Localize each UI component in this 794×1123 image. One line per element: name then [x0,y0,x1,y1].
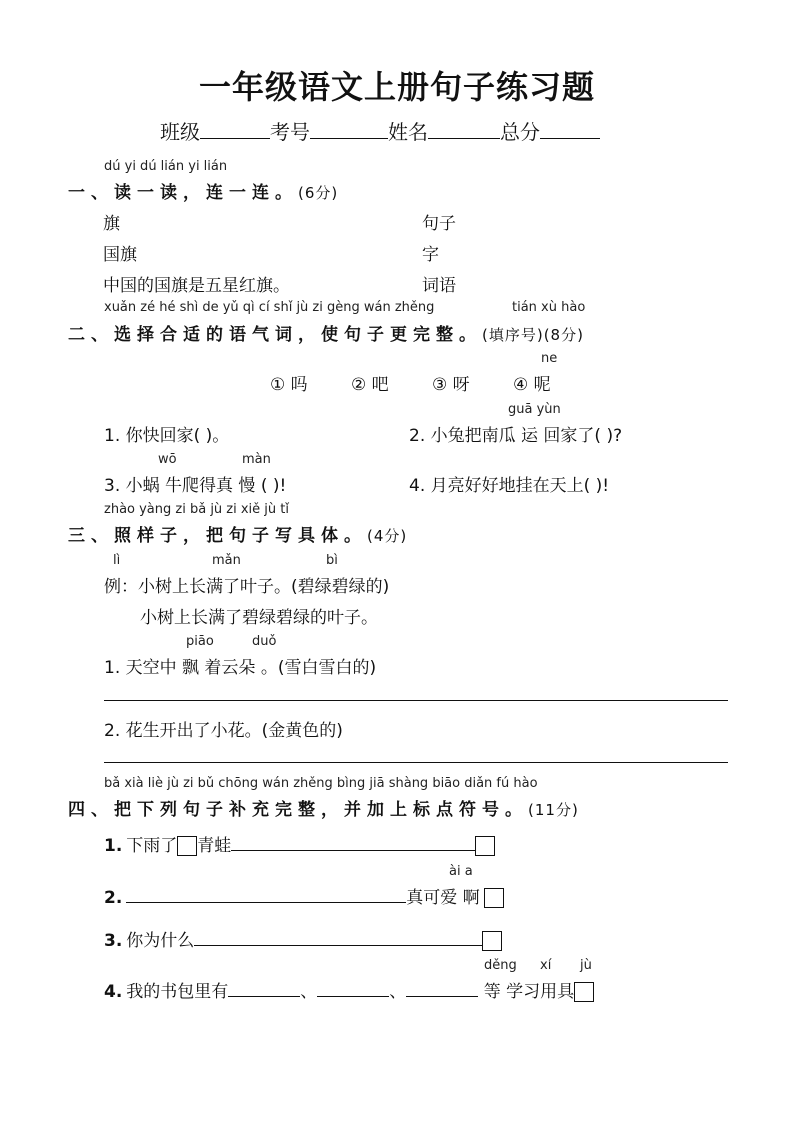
class-blank[interactable] [200,120,270,139]
s4-q1-blank[interactable] [231,834,475,851]
s2-option-4: ④ 呢 [513,375,551,395]
s3-example: 例：小树上长满了叶子。(碧绿碧绿的) [104,577,390,597]
s4-pinyin: bǎ xià liè jù zi bǔ chōng wán zhěng bìng jiā shàng biāo diǎn fú hào [104,776,538,791]
s4-q4-punct-box[interactable] [574,982,594,1002]
s3-question-1: 1. 天空中 飘 着云朵 。(雪白雪白的) [104,658,377,678]
s4-q4-blank-3[interactable] [406,980,478,997]
s1-left-item-3[interactable]: 中国的国旗是五星红旗。 [103,276,290,296]
s3-pinyin: zhào yàng zi bǎ jù zi xiě jù tǐ [104,502,289,517]
s3-question-2: 2. 花生开出了小花。(金黄色的) [104,721,343,741]
s4-q4-text-a: 我的书包里有 [126,982,229,1002]
s1-left-item-2[interactable]: 国旗 [103,245,137,265]
s2-q3-pinyin-man: màn [242,452,271,467]
s2-title-text: 二、选择合适的语气词，使句子更完整。 [68,325,482,345]
s3-q1-pinyin-piao: piāo [186,634,214,649]
header-fields [160,116,600,145]
s1-right-item-3[interactable]: 词语 [422,276,456,296]
score-label: 总分 [500,120,540,144]
s4-q2-text: 真可爱 啊 [406,888,480,908]
s1-pinyin: dú yi dú lián yi lián [104,159,228,174]
s4-q1-punct-box-1[interactable] [177,836,197,856]
s2-option-2: ② 吧 [351,375,389,395]
s2-pinyin-note: tián xù hào [512,300,586,315]
s3-title [68,521,407,546]
s4-score-note: (11分) [528,801,579,819]
s1-left-item-1[interactable]: 旗 [103,214,120,234]
s4-q4-pinyin-xi: xí [540,958,552,973]
s4-question-1 [104,831,495,856]
s4-q4-text-b: 等 学习用具 [483,982,575,1002]
s4-q3-text: 你为什么 [126,931,195,951]
page-title: 一年级语文上册句子练习题 [198,68,595,106]
s4-q4-pinyin-ju: jù [580,958,592,973]
exam-no-blank[interactable] [310,120,388,139]
score-blank[interactable] [540,120,600,139]
s4-question-2 [104,883,504,908]
s2-title [68,320,584,345]
s4-q2-blank[interactable] [126,886,406,903]
name-blank[interactable] [428,120,500,139]
s4-q2-number: 2. [104,888,123,908]
s4-q2-punct-box[interactable] [484,888,504,908]
s3-answer-line-1[interactable] [104,700,728,701]
s1-title-text: 一、读一读，连一连。 [68,183,298,203]
s2-ne-pinyin: ne [541,351,558,366]
s4-q1-text-b: 青蛙 [197,836,232,856]
class-label: 班级 [160,120,200,144]
s4-q4-sep-2: 、 [389,982,407,1002]
s4-q4-blank-2[interactable] [317,980,389,997]
s2-question-2[interactable]: 2. 小兔把南瓜 运 回家了( )? [409,426,623,446]
s4-q4-number: 4. [104,982,123,1002]
s4-q1-text-a: 下雨了 [126,836,178,856]
s3-score-note: (4分) [367,527,408,545]
s4-q4-pinyin-deng: děng [484,958,517,973]
exam-no-label: 考号 [270,120,310,144]
s4-q3-punct-box[interactable] [482,931,502,951]
s3-title-text: 三、照样子，把句子写具体。 [68,526,367,546]
s1-right-item-2[interactable]: 字 [422,245,439,265]
s2-score-note: (填序号)(8分) [482,326,584,344]
s3-answer-line-2[interactable] [104,762,728,763]
s2-option-3: ③ 呀 [432,375,470,395]
s4-title-text: 四、把下列句子补充完整，并加上标点符号。 [68,800,528,820]
s3-q1-pinyin-duo: duǒ [252,634,277,649]
s4-title [68,795,579,820]
s2-option-1: ① 吗 [270,375,308,395]
s3-example-answer: 小树上长满了碧绿碧绿的叶子。 [140,608,378,628]
s4-q4-sep-1: 、 [300,982,318,1002]
s2-q3-pinyin-wo: wō [158,452,177,467]
s2-question-1[interactable]: 1. 你快回家( )。 [104,426,230,446]
name-label: 姓名 [388,120,428,144]
s4-question-4 [104,977,594,1002]
s2-question-4[interactable]: 4. 月亮好好地挂在天上( )! [409,476,610,496]
s4-q1-number: 1. [104,836,123,856]
s4-q3-blank[interactable] [194,929,482,946]
s3-ex-pinyin-li: lì [113,553,121,568]
s3-ex-pinyin-bi: bì [326,553,338,568]
s2-pinyin-main: xuǎn zé hé shì de yǔ qì cí shǐ jù zi gèng wán zhěng [104,300,435,315]
s1-title [68,178,338,203]
s3-ex-pinyin-man: mǎn [212,553,241,568]
s4-q2-pinyin: ài a [449,864,473,879]
s4-question-3 [104,926,502,951]
s4-q1-punct-box-2[interactable] [475,836,495,856]
s1-score-note: (6分) [298,184,339,202]
s4-q4-blank-1[interactable] [228,980,300,997]
s4-q3-number: 3. [104,931,123,951]
s2-q2-pinyin: guā yùn [508,402,561,417]
s2-question-3[interactable]: 3. 小蜗 牛爬得真 慢 ( )! [104,476,287,496]
s1-right-item-1[interactable]: 句子 [422,214,456,234]
